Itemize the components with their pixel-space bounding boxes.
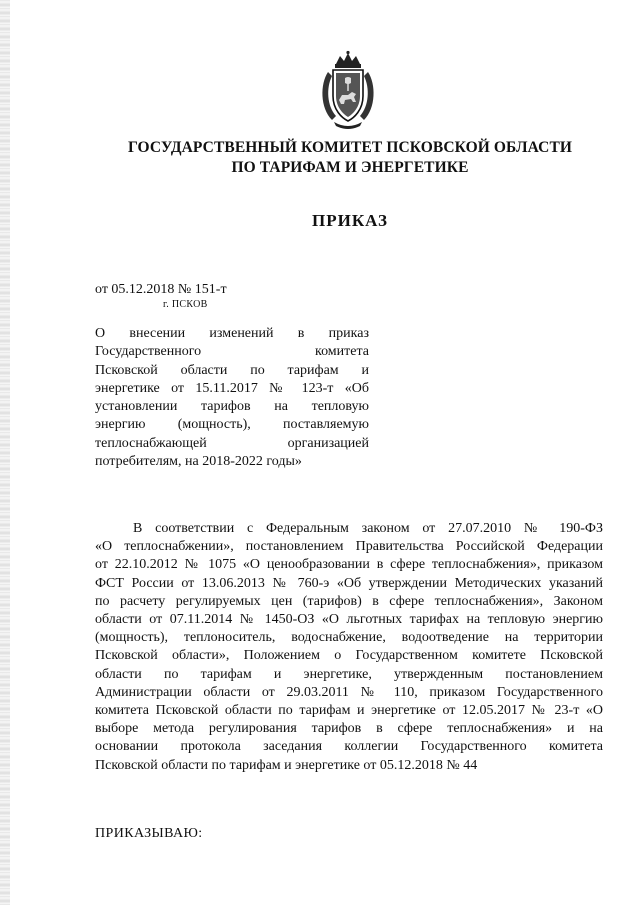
document-city: г. ПСКОВ (163, 299, 208, 310)
body-line: Псковской области по тарифам и энергетике от 05.12.2018 № 44 (95, 757, 478, 773)
document-body (95, 520, 603, 775)
body-line: области по тарифам и энергетике, утвержденным постановлением (95, 666, 603, 682)
body-line: от 22.10.2012 № 1075 «О ценообразовании в сфере теплоснабжения», приказом (95, 557, 603, 573)
body-line: «О теплоснабжении», постановлением Правительства Российской Федерации (95, 539, 603, 555)
body-line: (мощность), теплоноситель, водоснабжение, водоотведение на территории (95, 630, 603, 646)
subject-line: энергию (мощность), поставляемую (95, 417, 369, 433)
subject-line: О внесении изменений в приказ (95, 326, 369, 341)
document-date-number: от 05.12.2018 № 151-т (95, 282, 227, 297)
body-line: Псковской области», Положением о Государственном комитете Псковской (95, 648, 603, 664)
organization-name-line-1: ГОСУДАРСТВЕННЫЙ КОМИТЕТ ПСКОВСКОЙ ОБЛАСТИ (127, 139, 573, 156)
body-line: области от 07.11.2014 № 1450-ОЗ «О льготных тарифах на тепловую энергию (95, 612, 603, 628)
body-line: комитета Псковской области по тарифам и энергетике от 12.05.2017 № 23-т «О (95, 703, 603, 719)
document-subject (95, 325, 369, 471)
pskov-coat-of-arms-icon (318, 50, 378, 130)
decree-word: ПРИКАЗЫВАЮ: (95, 826, 203, 841)
subject-line: Государственного комитета (95, 344, 369, 360)
body-line: по расчету регулируемых цен (тарифов) в сфере теплоснабжения», Законом (95, 593, 603, 609)
subject-line: Псковской области по тарифам и (95, 362, 369, 378)
subject-line: установлении тарифов на тепловую (95, 399, 369, 415)
subject-line: потребителям, на 2018-2022 годы» (95, 454, 302, 470)
scan-edge-artifact (0, 0, 10, 905)
organization-name (90, 138, 610, 178)
body-line: выборе метода регулирования тарифов в сфере теплоснабжения» и на (95, 721, 603, 737)
body-line: ФСТ России от 13.06.2013 № 760-э «Об утверждении Методических указаний (95, 575, 603, 591)
subject-line: теплоснабжающей организацией (95, 435, 369, 451)
subject-line: энергетике от 15.11.2017 № 123-т «Об (95, 380, 369, 396)
body-line: В соответствии с Федеральным законом от 27.07.2010 № 190-ФЗ (133, 521, 603, 536)
body-line: основании протокола заседания коллегии Государственного комитета (95, 739, 603, 755)
body-line: Администрации области от 29.03.2011 № 110, приказом Государственного (95, 684, 603, 700)
organization-name-line-2: ПО ТАРИФАМ И ЭНЕРГЕТИКЕ (231, 159, 469, 176)
document-type-heading: ПРИКАЗ (312, 211, 388, 230)
